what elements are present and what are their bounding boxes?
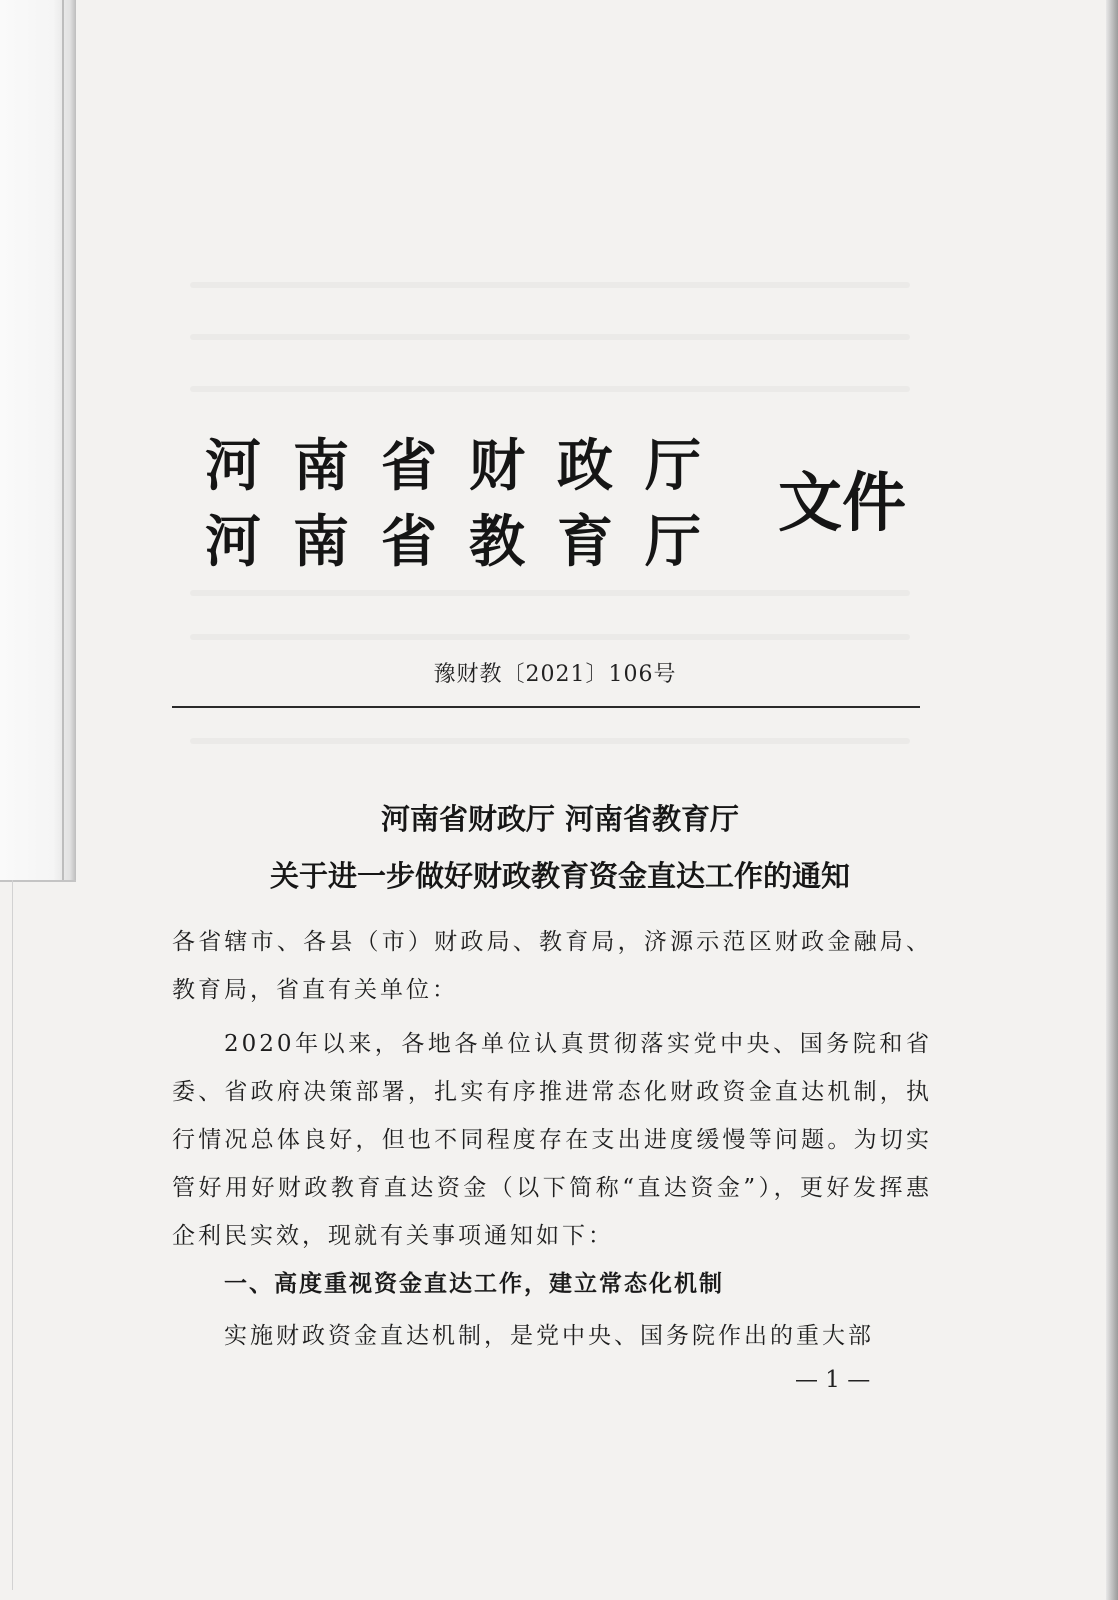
document-number: 豫财教〔2021〕106号 (433, 662, 677, 687)
issuing-org-education: 河南省教育厅 (205, 509, 733, 575)
title-line-2: 关于进一步做好财政教育资金直达工作的通知 (269, 859, 850, 893)
section-heading-1: 一、高度重视资金直达工作，建立常态化机制 (224, 1270, 724, 1297)
issuing-org-finance: 河南省财政厅 (205, 433, 733, 499)
bleed-through-text (190, 634, 910, 640)
salutation: 各省辖市、各县（市）财政局、教育局，济源示范区财政金融局、教育局，省直有关单位： (172, 929, 932, 1003)
paragraph-1: 2020年以来，各地各单位认真贯彻落实党中央、国务院和省委、省政府决策部署，扎实有序推进常态化财政资金直达机制，执行情况总体良好，但也不同程度存在支出进度缓慢等问题。为切实管好用好财政教育直达资金（以下简称“直达资金”），更好发挥惠企利民实效，现就有关事项通知如下： (172, 1031, 932, 1249)
title-line-1: 河南省财政厅 河南省教育厅 (380, 802, 740, 836)
folded-page-edge (0, 0, 76, 882)
page-edge-shadow (1106, 0, 1118, 1600)
fold-crease (62, 0, 64, 880)
bleed-through-text (190, 386, 910, 392)
header-divider (172, 706, 920, 708)
bleed-through-text (190, 334, 910, 340)
bleed-through-text (190, 738, 910, 744)
page-number: — 1 — (795, 1367, 871, 1393)
page-edge-line (12, 880, 13, 1590)
bleed-through-text (190, 282, 910, 288)
paragraph-2: 实施财政资金直达机制，是党中央、国务院作出的重大部 (224, 1323, 874, 1349)
bleed-through-text (190, 590, 910, 596)
document-header-suffix: 文件 (778, 466, 906, 541)
